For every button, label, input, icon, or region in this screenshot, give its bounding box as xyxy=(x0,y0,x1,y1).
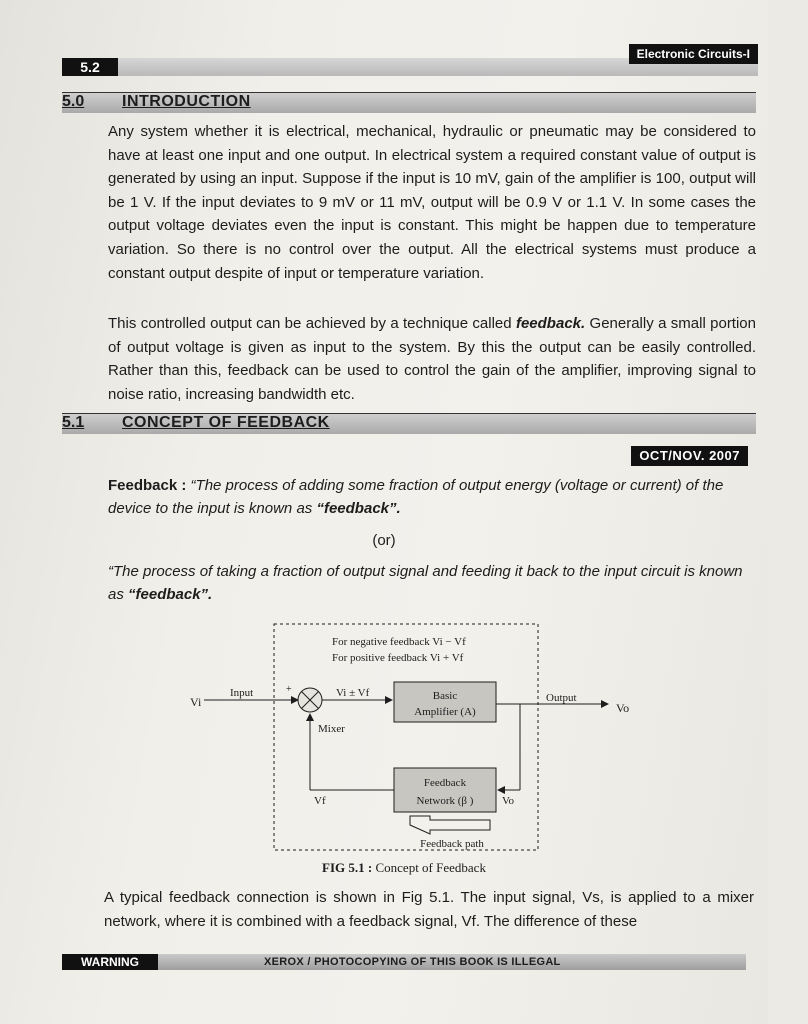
figure-caption-label: FIG 5.1 : xyxy=(322,860,376,875)
vf-label: Vf xyxy=(314,795,326,807)
definition-1-term: “feedback”. xyxy=(316,500,401,517)
amplifier-label-line1: Basic xyxy=(432,690,458,702)
definition-2-term: “feedback”. xyxy=(128,586,213,603)
exam-date-tag: OCT/NOV. 2007 xyxy=(631,446,748,466)
vo-feedback-label: Vo xyxy=(502,795,515,807)
section-number: 5.1 xyxy=(62,414,85,431)
section-title: CONCEPT OF FEEDBACK xyxy=(122,414,330,431)
intro-paragraph-2-end: Generally a small portion of output voltage is given as input to the system. By this the output can be easily controlled. Rather than this, feedback can be used to control the gain of the amplifier, improving signal to noise ratio, increasing bandwidth etc. xyxy=(108,315,756,403)
page-number: 5.2 xyxy=(62,58,118,76)
intro-paragraph-1: Any system whether it is electrical, mechanical, hydraulic or pneumatic may be considered to have at least one input and one output. In electrical system a required constant value of output is generated by using an input. Suppose if the input is 10 mV, gain of the amplifier is 100, output will be 1 V. If the input deviates to 9 mV or 11 mV, output will be 0.9 V or 1.1 V. In some cases the output voltage deviates even the input is constant. This might be happen due to temperature variation. So there is no control over the output. All the electrical systems must produce a constant output despite of input or temperature variation. xyxy=(108,123,756,282)
intro-paragraph-2-start: This controlled output can be achieved by a technique called xyxy=(108,315,516,332)
book-title: Electronic Circuits-I xyxy=(629,44,758,64)
output-label: Output xyxy=(546,692,577,704)
definition-1 xyxy=(108,474,756,520)
mixer-label: Mixer xyxy=(318,723,345,735)
intro-paragraph-2 xyxy=(108,312,756,406)
figure-caption-text: Concept of Feedback xyxy=(375,860,486,875)
or-separator: (or) xyxy=(372,532,396,549)
positive-feedback-label: For positive feedback Vi + Vf xyxy=(332,652,464,664)
feedback-network-label-line2: Network (β ) xyxy=(416,795,474,807)
definition-1-text: “The process of adding some fraction of output energy (voltage or current) of the device to the input is known as xyxy=(108,477,724,517)
feedback-block-diagram xyxy=(180,620,630,856)
definition-2-text: “The process of taking a fraction of output signal and feeding it back to the input circuit is known as xyxy=(108,563,743,603)
concept-paragraph: A typical feedback connection is shown in Fig 5.1. The input signal, Vs, is applied to a mixer network, where it is combined with a feedback signal, Vf. The difference of these xyxy=(104,889,754,930)
feedback-path-arrow xyxy=(410,816,490,834)
input-label: Input xyxy=(230,687,254,699)
section-number: 5.0 xyxy=(62,93,85,110)
feedback-term: feedback. xyxy=(515,315,586,332)
feedback-path-label: Feedback path xyxy=(420,838,484,850)
warning-label: WARNING xyxy=(62,954,158,970)
negative-feedback-label: For negative feedback Vi − Vf xyxy=(332,636,466,648)
definition-2 xyxy=(108,560,756,606)
plus-sign: + xyxy=(286,684,292,695)
definition-label: Feedback : xyxy=(108,477,191,494)
vo-label: Vo xyxy=(616,701,630,715)
figure-caption xyxy=(0,860,808,876)
copyright-notice: XEROX / PHOTOCOPYING OF THIS BOOK IS ILLEGAL xyxy=(264,956,561,968)
feedback-network-label-line1: Feedback xyxy=(423,777,467,789)
vi-label: Vi xyxy=(190,695,202,709)
vi-pm-vf-label: Vi ± Vf xyxy=(336,687,370,699)
amplifier-label-line2: Amplifier (A) xyxy=(414,706,476,718)
section-title: INTRODUCTION xyxy=(122,93,251,110)
